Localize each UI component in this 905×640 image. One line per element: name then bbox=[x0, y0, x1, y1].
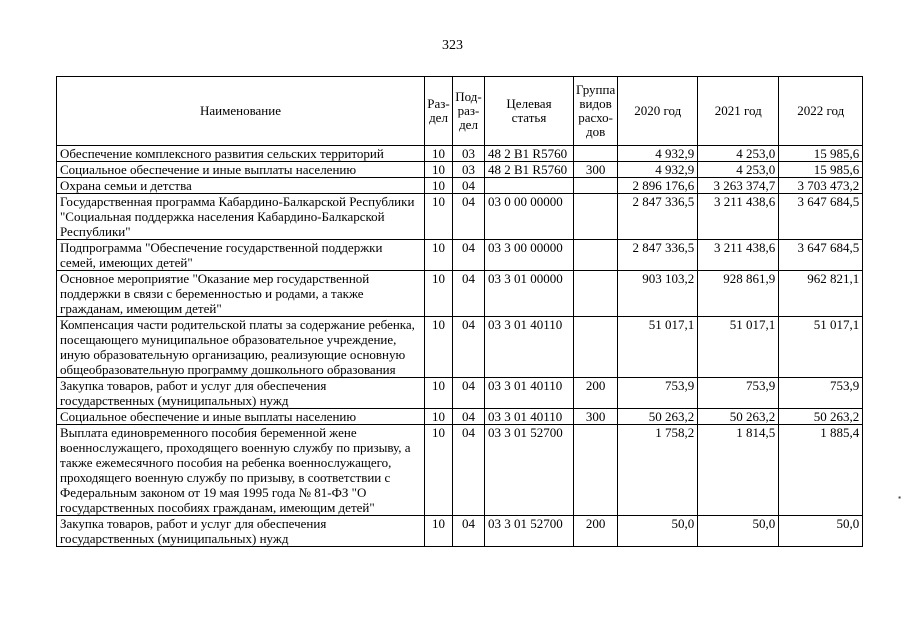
row-expense-group bbox=[574, 194, 618, 240]
row-target-article: 03 3 01 40110 bbox=[485, 409, 574, 425]
row-podrazdel: 03 bbox=[453, 146, 485, 162]
row-razdel: 10 bbox=[425, 378, 453, 409]
row-value-2021: 753,9 bbox=[698, 378, 779, 409]
table-row bbox=[57, 516, 863, 547]
header-razdel: Раз- дел bbox=[425, 77, 453, 146]
row-podrazdel: 04 bbox=[453, 240, 485, 271]
header-name: Наименование bbox=[57, 77, 425, 146]
row-value-2020: 2 896 176,6 bbox=[618, 178, 698, 194]
row-value-2020: 2 847 336,5 bbox=[618, 240, 698, 271]
row-name: Государственная программа Кабардино-Балкарской Республики "Социальная поддержка населения Кабардино-Балкарской Республики" bbox=[57, 194, 425, 240]
row-value-2020: 50 263,2 bbox=[618, 409, 698, 425]
row-value-2022: 962 821,1 bbox=[779, 271, 863, 317]
table-row bbox=[57, 162, 863, 178]
row-podrazdel: 04 bbox=[453, 425, 485, 516]
row-podrazdel: 04 bbox=[453, 378, 485, 409]
row-value-2022: 15 985,6 bbox=[779, 146, 863, 162]
row-podrazdel: 04 bbox=[453, 317, 485, 378]
row-value-2022: 1 885,4 bbox=[779, 425, 863, 516]
margin-mark: ▪ bbox=[898, 493, 901, 502]
row-value-2021: 1 814,5 bbox=[698, 425, 779, 516]
table-body bbox=[57, 146, 863, 547]
table-row bbox=[57, 271, 863, 317]
row-name: Закупка товаров, работ и услуг для обеспечения государственных (муниципальных) нужд bbox=[57, 516, 425, 547]
header-2021: 2021 год bbox=[698, 77, 779, 146]
row-expense-group bbox=[574, 240, 618, 271]
row-expense-group: 200 bbox=[574, 516, 618, 547]
row-value-2021: 3 211 438,6 bbox=[698, 240, 779, 271]
row-podrazdel: 04 bbox=[453, 271, 485, 317]
row-target-article: 03 3 01 40110 bbox=[485, 378, 574, 409]
row-name: Социальное обеспечение и иные выплаты населению bbox=[57, 409, 425, 425]
row-name: Охрана семьи и детства bbox=[57, 178, 425, 194]
row-value-2021: 4 253,0 bbox=[698, 146, 779, 162]
row-podrazdel: 04 bbox=[453, 516, 485, 547]
row-target-article bbox=[485, 178, 574, 194]
row-razdel: 10 bbox=[425, 409, 453, 425]
table-row bbox=[57, 317, 863, 378]
row-name: Закупка товаров, работ и услуг для обеспечения государственных (муниципальных) нужд bbox=[57, 378, 425, 409]
row-podrazdel: 03 bbox=[453, 162, 485, 178]
row-name: Подпрограмма "Обеспечение государственной поддержки семей, имеющих детей" bbox=[57, 240, 425, 271]
row-name: Обеспечение комплексного развития сельских территорий bbox=[57, 146, 425, 162]
header-podrazdel: Под- раз- дел bbox=[453, 77, 485, 146]
row-target-article: 03 0 00 00000 bbox=[485, 194, 574, 240]
table-row bbox=[57, 409, 863, 425]
table-row bbox=[57, 240, 863, 271]
row-podrazdel: 04 bbox=[453, 409, 485, 425]
row-value-2020: 753,9 bbox=[618, 378, 698, 409]
row-target-article: 03 3 01 00000 bbox=[485, 271, 574, 317]
row-value-2022: 50 263,2 bbox=[779, 409, 863, 425]
header-2022: 2022 год bbox=[779, 77, 863, 146]
row-name: Компенсация части родительской платы за содержание ребенка, посещающего муниципальное образовательное учреждение, иную образовательную организацию, реализующие основную общеобразовательную программу дошкольного образования bbox=[57, 317, 425, 378]
row-value-2022: 3 647 684,5 bbox=[779, 240, 863, 271]
row-value-2022: 50,0 bbox=[779, 516, 863, 547]
row-value-2021: 50,0 bbox=[698, 516, 779, 547]
table-row bbox=[57, 378, 863, 409]
row-razdel: 10 bbox=[425, 178, 453, 194]
row-razdel: 10 bbox=[425, 162, 453, 178]
row-value-2021: 51 017,1 bbox=[698, 317, 779, 378]
row-podrazdel: 04 bbox=[453, 194, 485, 240]
row-razdel: 10 bbox=[425, 425, 453, 516]
row-value-2021: 3 211 438,6 bbox=[698, 194, 779, 240]
row-razdel: 10 bbox=[425, 194, 453, 240]
header-row bbox=[57, 77, 863, 146]
row-target-article: 03 3 00 00000 bbox=[485, 240, 574, 271]
row-razdel: 10 bbox=[425, 317, 453, 378]
header-2020: 2020 год bbox=[618, 77, 698, 146]
row-value-2021: 50 263,2 bbox=[698, 409, 779, 425]
header-target-article: Целевая статья bbox=[485, 77, 574, 146]
page-number: 323 bbox=[442, 38, 463, 53]
row-value-2020: 903 103,2 bbox=[618, 271, 698, 317]
row-expense-group: 200 bbox=[574, 378, 618, 409]
row-razdel: 10 bbox=[425, 146, 453, 162]
row-name: Выплата единовременного пособия беременной жене военнослужащего, проходящего военную службу по призыву, а также ежемесячного пособия на ребенка военнослужащего, проходящего военную службу по призыву, в соответствии с Федеральным законом от 19 мая 1995 года № 81-ФЗ "О государственных пособиях гражданам, имеющим детей" bbox=[57, 425, 425, 516]
row-value-2022: 15 985,6 bbox=[779, 162, 863, 178]
row-value-2020: 51 017,1 bbox=[618, 317, 698, 378]
row-expense-group bbox=[574, 146, 618, 162]
row-target-article: 03 3 01 40110 bbox=[485, 317, 574, 378]
row-target-article: 48 2 В1 R5760 bbox=[485, 146, 574, 162]
row-expense-group bbox=[574, 271, 618, 317]
row-target-article: 48 2 В1 R5760 bbox=[485, 162, 574, 178]
row-value-2020: 4 932,9 bbox=[618, 162, 698, 178]
row-expense-group: 300 bbox=[574, 409, 618, 425]
row-value-2020: 2 847 336,5 bbox=[618, 194, 698, 240]
row-expense-group: 300 bbox=[574, 162, 618, 178]
row-value-2022: 3 647 684,5 bbox=[779, 194, 863, 240]
row-razdel: 10 bbox=[425, 240, 453, 271]
row-expense-group bbox=[574, 178, 618, 194]
row-value-2022: 51 017,1 bbox=[779, 317, 863, 378]
row-expense-group bbox=[574, 425, 618, 516]
table-row bbox=[57, 146, 863, 162]
row-value-2020: 1 758,2 bbox=[618, 425, 698, 516]
table-row bbox=[57, 194, 863, 240]
row-value-2022: 3 703 473,2 bbox=[779, 178, 863, 194]
row-value-2021: 3 263 374,7 bbox=[698, 178, 779, 194]
row-value-2021: 928 861,9 bbox=[698, 271, 779, 317]
budget-table bbox=[56, 76, 863, 547]
row-value-2021: 4 253,0 bbox=[698, 162, 779, 178]
row-razdel: 10 bbox=[425, 271, 453, 317]
table-row bbox=[57, 178, 863, 194]
row-target-article: 03 3 01 52700 bbox=[485, 516, 574, 547]
row-name: Основное мероприятие "Оказание мер государственной поддержки в связи с беременностью и родами, а также гражданам, имеющим детей" bbox=[57, 271, 425, 317]
table-row bbox=[57, 425, 863, 516]
row-value-2022: 753,9 bbox=[779, 378, 863, 409]
row-value-2020: 50,0 bbox=[618, 516, 698, 547]
row-target-article: 03 3 01 52700 bbox=[485, 425, 574, 516]
row-value-2020: 4 932,9 bbox=[618, 146, 698, 162]
row-name: Социальное обеспечение и иные выплаты населению bbox=[57, 162, 425, 178]
row-podrazdel: 04 bbox=[453, 178, 485, 194]
row-razdel: 10 bbox=[425, 516, 453, 547]
row-expense-group bbox=[574, 317, 618, 378]
header-expense-group: Группа видов расхо- дов bbox=[574, 77, 618, 146]
